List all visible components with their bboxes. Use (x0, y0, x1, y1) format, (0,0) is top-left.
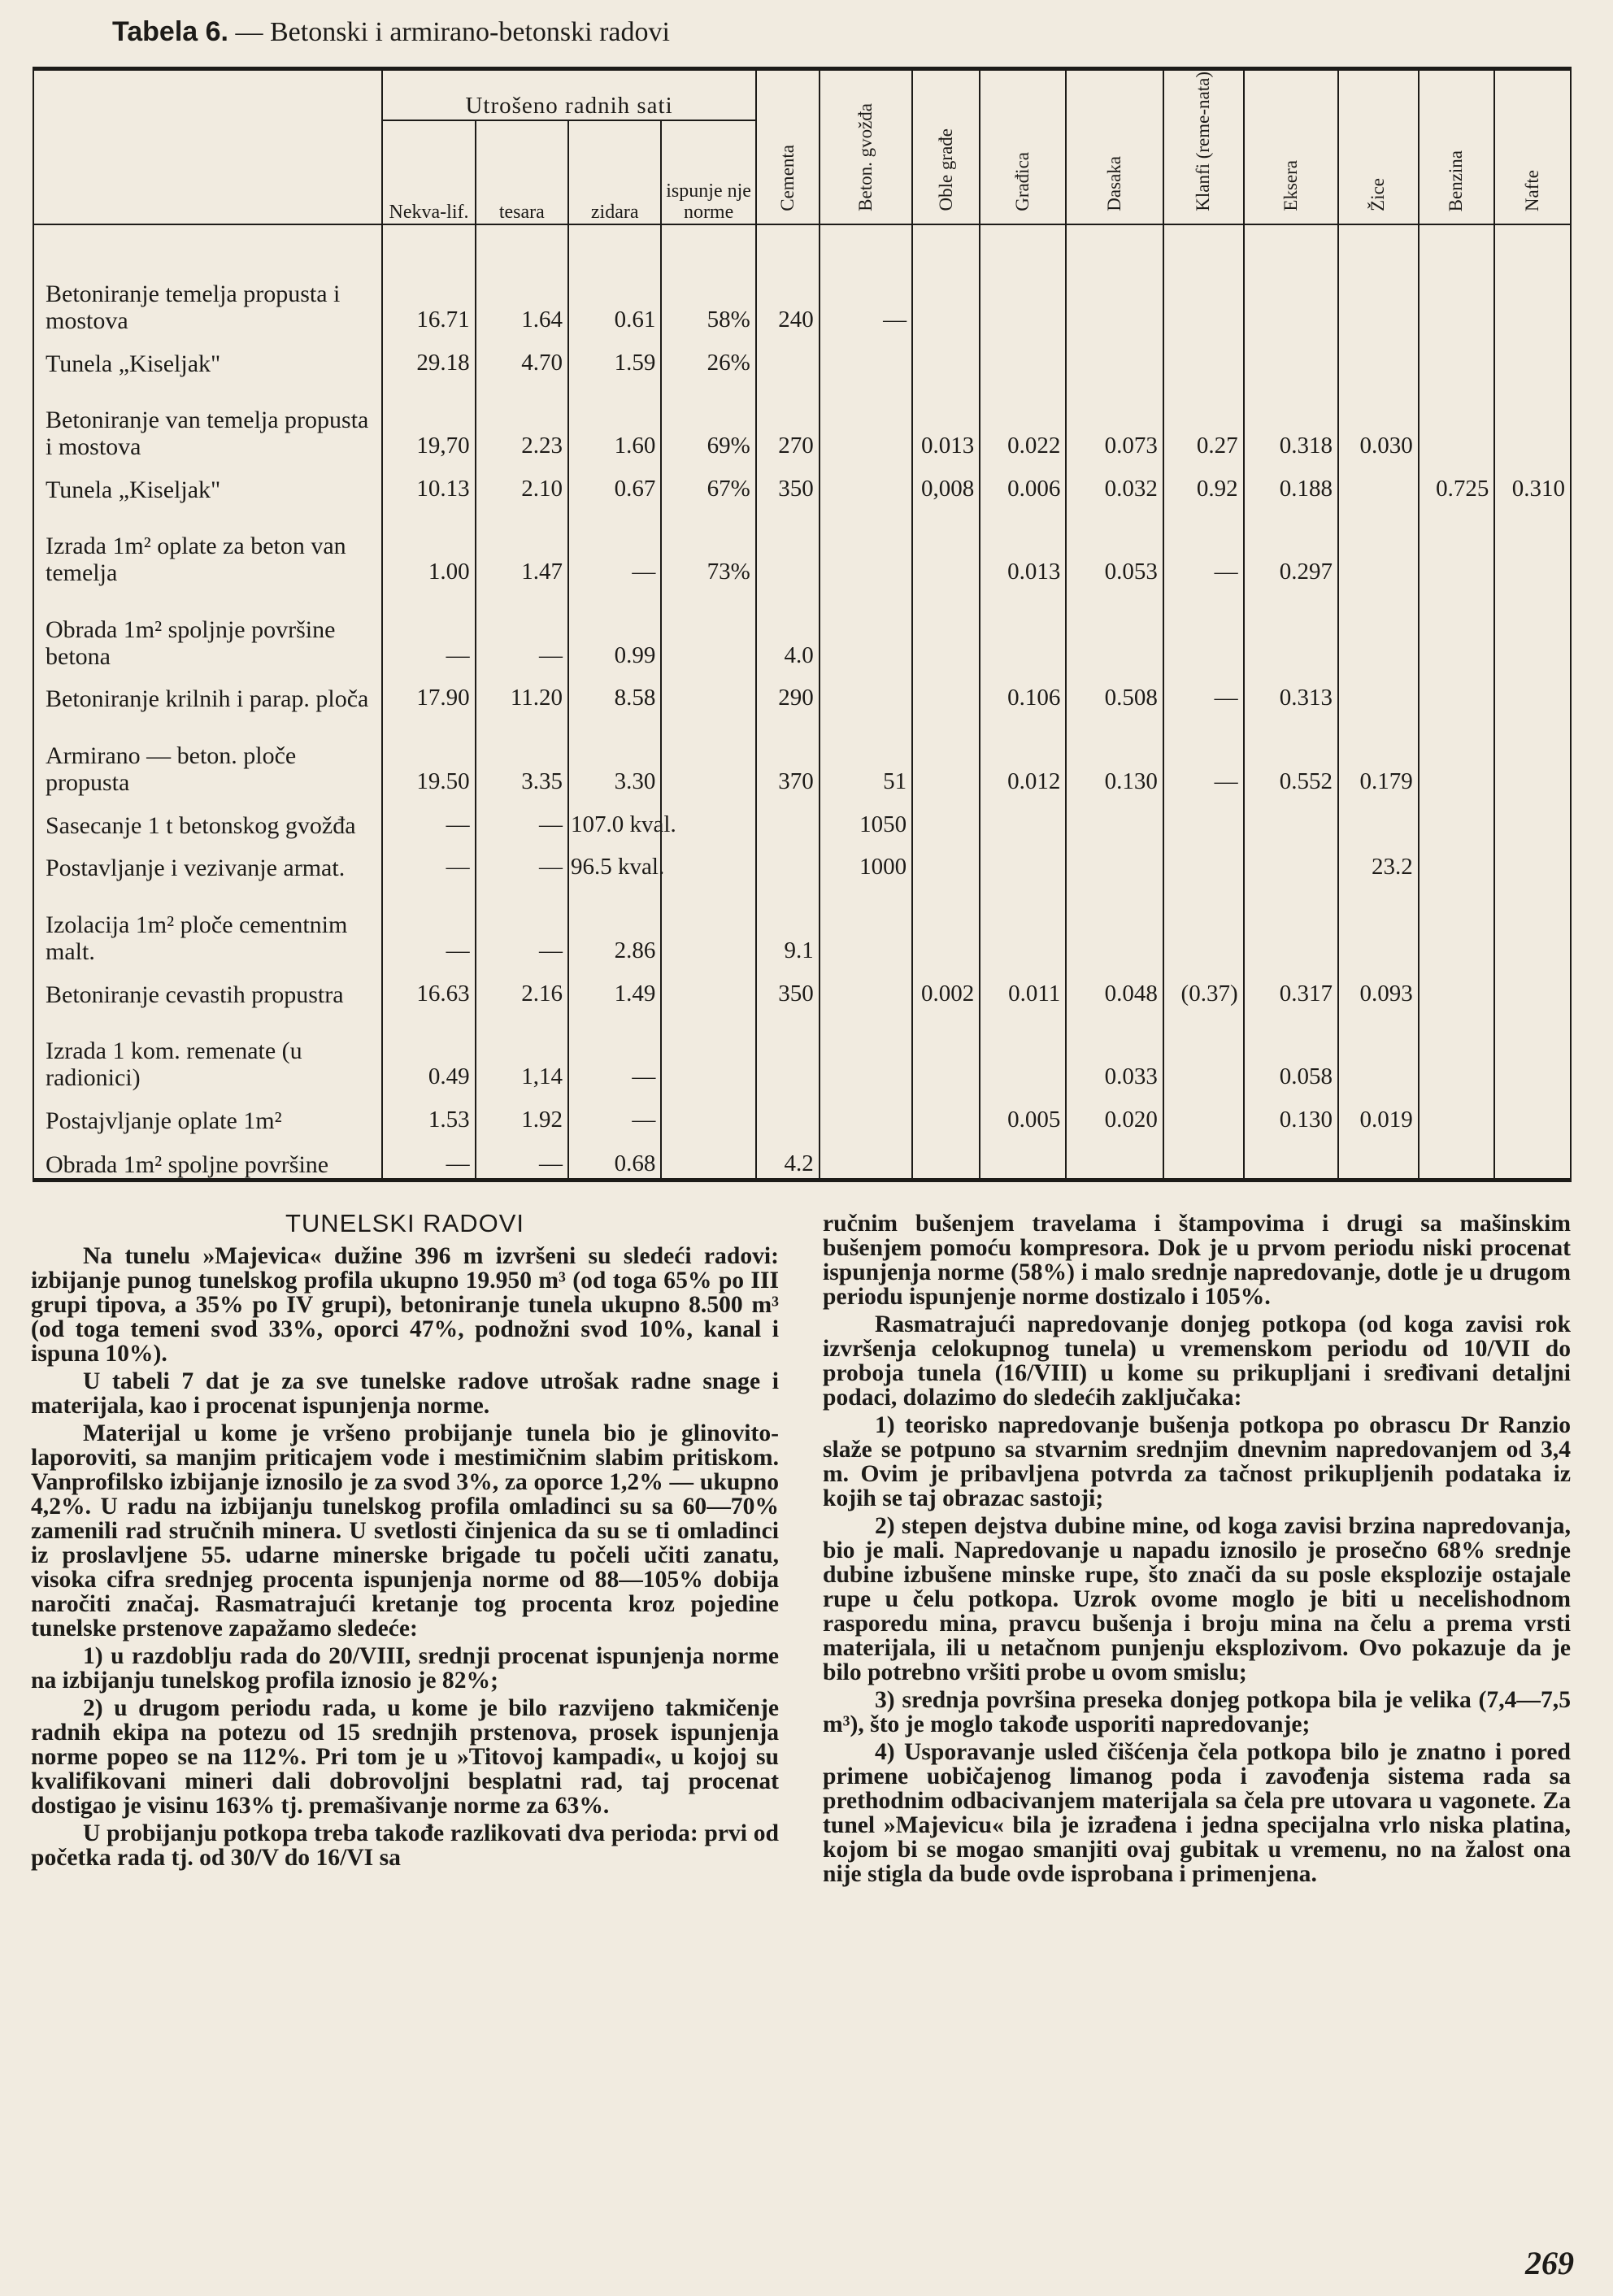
table-cell: 0.022 (980, 377, 1066, 460)
table-cell (661, 1091, 755, 1134)
table-cell: — (382, 881, 475, 964)
table-cell: — (1163, 503, 1244, 586)
table-cell (912, 796, 980, 839)
paragraph: 4) Usporavanje usled čišćenja čela potkopa bilo je znatno i pored primene uobičajenog limanog poda i zavođenja sistema rada sa prethodnim odbacivanjem materijala sa čela pre utovara u vagonete. Za tunel »Majevicu« bila je izrađena i jedna specijalna vrlo niska platina, kojom bi se mogao smanjiti ovaj gubitak u vremenu, no na žalost ona nije stigla da bude ovde isprobana i primenjena. (823, 1739, 1571, 1887)
table-cell (980, 586, 1066, 669)
table-cell: 11.20 (476, 670, 568, 713)
table-cell (912, 1134, 980, 1181)
paragraph: 2) stepen dejstva dubine mine, od koga zavisi brzina napredovanja, bio je mali. Napredovanje u napadu iznosilo je prosečno 68% srednje dubine izbušene minske rupe, što znači da su posle eksplozije ostajale rupe u čelu potkopa. Uzrok ovome moglo je biti u necelishodnom rasporedu mina, pravcu bušenja i broju mina na čelu a prema vrsti materijala, ili u netačnom punjenju eksplozivom. Ovo pokazuje da je bilo potrebno vršiti probe u ovom smislu; (823, 1513, 1571, 1685)
table-cell: 19,70 (382, 377, 475, 460)
table-cell (912, 224, 980, 334)
table-cell (1244, 334, 1338, 377)
table-cell: (0.37) (1163, 965, 1244, 1008)
paragraph: 1) u razdoblju rada do 20/VIII, srednji procenat ispunjenja norme na izbijanju tunelskog profila iznosio je 82%; (31, 1643, 779, 1694)
table-cell (1244, 1134, 1338, 1181)
table-cell (1338, 460, 1419, 503)
table-cell (1419, 334, 1495, 377)
table-cell: 2.23 (476, 377, 568, 460)
table-cell (1419, 1008, 1495, 1091)
table-cell (1066, 334, 1163, 377)
table-cell (1163, 839, 1244, 882)
description-column-header (33, 69, 382, 225)
table-cell: 0.61 (568, 224, 661, 334)
table-cell (1494, 965, 1571, 1008)
table-cell: — (476, 1134, 568, 1181)
table-cell: 350 (756, 965, 820, 1008)
table-cell (1338, 334, 1419, 377)
table-cell: 67% (661, 460, 755, 503)
table-cell (1494, 670, 1571, 713)
table-cell (912, 670, 980, 713)
table-cell (1494, 1008, 1571, 1091)
table-cell: 0.012 (980, 712, 1066, 795)
table-row (33, 839, 1571, 882)
table-cell: 3.35 (476, 712, 568, 795)
table-cell: 51 (820, 712, 912, 795)
table-cell: — (820, 224, 912, 334)
table-cell: 0.179 (1338, 712, 1419, 795)
article-right-column (823, 1211, 1571, 1886)
table-cell: 0.093 (1338, 965, 1419, 1008)
table-cell: 0.317 (1244, 965, 1338, 1008)
table-cell: 0.020 (1066, 1091, 1163, 1134)
table-cell (820, 586, 912, 669)
column-header-tesara: tesara (476, 120, 568, 224)
row-description: Obrada 1m² spoljne površine (33, 1134, 382, 1181)
row-description: Betoniranje van temelja propusta i mostova (33, 377, 382, 460)
row-description: Tunela „Kiseljak" (33, 334, 382, 377)
table-cell (980, 224, 1066, 334)
table-cell: 19.50 (382, 712, 475, 795)
table-cell (1494, 881, 1571, 964)
table-cell: 1.59 (568, 334, 661, 377)
article-left-column (31, 1211, 779, 1870)
table-cell: 270 (756, 377, 820, 460)
table-cell (912, 839, 980, 882)
table-cell (661, 670, 755, 713)
table-cell: 0.053 (1066, 503, 1163, 586)
table-cell (1494, 1091, 1571, 1134)
table-cell (1163, 586, 1244, 669)
table-cell (1419, 1091, 1495, 1134)
table-cell: 9.1 (756, 881, 820, 964)
table-cell: 4.2 (756, 1134, 820, 1181)
row-description: Postavljanje i vezivanje armat. (33, 839, 382, 882)
table-cell: 0.019 (1338, 1091, 1419, 1134)
table-cell: 0.048 (1066, 965, 1163, 1008)
table-cell: 0.005 (980, 1091, 1066, 1134)
table-cell (756, 1091, 820, 1134)
table-cell: 69% (661, 377, 755, 460)
table-cell: 10.13 (382, 460, 475, 503)
table-cell (820, 377, 912, 460)
table-cell (1494, 796, 1571, 839)
paragraph: U tabeli 7 dat je za sve tunelske radove utrošak radne snage i materijala, kao i procenat ispunjenja norme. (31, 1368, 779, 1419)
column-header-klanfi: Klanfi (reme-nata) (1163, 69, 1244, 225)
table-cell: 0,008 (912, 460, 980, 503)
table-cell: 0.058 (1244, 1008, 1338, 1091)
table-cell: 0.310 (1494, 460, 1571, 503)
paragraph: 1) teorisko napredovanje bušenja potkopa po obrascu Dr Ranzio slaže se potpuno sa stvarnim srednjim dnevnim napredovanjem od 3,4 m. Ovim je pribavljena potvrda za tačnost prikupljenih podataka iz kojih se taj obrazac sastoji; (823, 1412, 1571, 1511)
table-cell: 0.030 (1338, 377, 1419, 460)
table-cell (1419, 839, 1495, 882)
table-cell (820, 460, 912, 503)
row-description: Tunela „Kiseljak" (33, 460, 382, 503)
table-caption-text: Betonski i armirano-betonski radovi (270, 17, 670, 47)
table-cell: 0.188 (1244, 460, 1338, 503)
table-cell: 240 (756, 224, 820, 334)
table-cell: — (382, 796, 475, 839)
column-header-cementa: Cementa (756, 69, 820, 225)
table-cell: 0.106 (980, 670, 1066, 713)
table-row (33, 377, 1571, 460)
paragraph: Na tunelu »Majevica« dužine 396 m izvršeni su sledeći radovi: izbijanje punog tunelskog profila ukupno 19.950 m³ (od toga 65% po III grupi tipova, a 35% po IV grupi), betoniranje tunela ukupno 8.500 m³ (od toga temeni svod 33%, oporci 47%, podnožni svod 10%, kanal i ispuna 10%). (31, 1243, 779, 1367)
table-cell: 290 (756, 670, 820, 713)
table-cell: 29.18 (382, 334, 475, 377)
table-row (33, 334, 1571, 377)
table-cell (1419, 796, 1495, 839)
table-cell: 0.552 (1244, 712, 1338, 795)
table-cell: 0.073 (1066, 377, 1163, 460)
table-cell (1494, 503, 1571, 586)
table-row (33, 796, 1571, 839)
column-header-eksera: Eksera (1244, 69, 1338, 225)
table-row (33, 712, 1571, 795)
table-cell: 107.0 kval. (568, 796, 661, 839)
table-caption (112, 16, 670, 48)
table-cell: 0.508 (1066, 670, 1163, 713)
table-cell: 3.30 (568, 712, 661, 795)
column-header-zice: Žice (1338, 69, 1419, 225)
table-cell (1163, 224, 1244, 334)
table-cell: 26% (661, 334, 755, 377)
column-header-ispunjenje-norme: ispunje nje norme (661, 120, 755, 224)
data-table (33, 67, 1572, 1182)
table-cell: 0.318 (1244, 377, 1338, 460)
table-cell (1066, 586, 1163, 669)
table-cell: — (568, 503, 661, 586)
table-cell: 2.16 (476, 965, 568, 1008)
table-cell: 1.53 (382, 1091, 475, 1134)
table-cell: 0.67 (568, 460, 661, 503)
table-cell (980, 1134, 1066, 1181)
table-cell (756, 1008, 820, 1091)
table-cell (756, 334, 820, 377)
table-cell (1066, 796, 1163, 839)
section-title: TUNELSKI RADOVI (285, 1209, 525, 1237)
table-cell: 0.99 (568, 586, 661, 669)
table-cell: — (1163, 712, 1244, 795)
table-cell: 0.27 (1163, 377, 1244, 460)
table-cell (1163, 1008, 1244, 1091)
table-row (33, 881, 1571, 964)
paragraph: 2) u drugom periodu rada, u kome je bilo razvijeno takmičenje radnih ekipa na potezu od 15 srednjih prstenova, prosek ispunjenja norme popeo se na 112%. Pri tom je u »Titovoj kampadi«, u kojoj su kvalifikovani mineri dali dobrovoljni besplatni rad, taj procenat dostigao je visinu 163% tj. premašivanje norme za 63%. (31, 1695, 779, 1819)
table-cell: 1000 (820, 839, 912, 882)
row-description: Postajvljanje oplate 1m² (33, 1091, 382, 1134)
table-cell (756, 839, 820, 882)
table-cell: 0.006 (980, 460, 1066, 503)
table-cell (1244, 881, 1338, 964)
table-cell: — (476, 796, 568, 839)
paragraph: Materijal u kome je vršeno probijanje tunela bio je glinovito-laporoviti, sa manjim priticajem vode i mestimičnim slabim pritiskom. Vanprofilsko izbijanje iznosilo je za svod 3%, za oporce 1,2% — ukupno 4,2%. U radu na izbijanju tunelskog profila omladinci su sa 60—70% zamenili rad stručnih minera. U svetlosti činjenica da su se ti omladinci iz proslavljene 55. udarne minerske brigade tu počeli učiti zanatu, visoka cifra srednjeg procenta ispunjenja norme od 88—105% dobija naročiti značaj. Rasmatrajući kretanje tog procenta kroz pojedine tunelske prstenove zapažamo sledeće: (31, 1420, 779, 1642)
table-cell: 1050 (820, 796, 912, 839)
table-cell (1244, 586, 1338, 669)
column-header-oble-grade: Oble građe (912, 69, 980, 225)
row-description: Betoniranje krilnih i parap. ploča (33, 670, 382, 713)
table-cell: 1.00 (382, 503, 475, 586)
table-cell (1494, 224, 1571, 334)
table-cell (1066, 881, 1163, 964)
paragraph: U probijanju potkopa treba takođe razlikovati dva perioda: prvi od početka rada tj. od 30/V do 16/VI sa (31, 1820, 779, 1871)
column-header-beton-gvozda: Beton. gvožđa (820, 69, 912, 225)
labor-hours-group-header: Utrošeno radnih sati (382, 69, 756, 121)
table-cell (912, 503, 980, 586)
table-cell (1419, 670, 1495, 713)
page-number: 269 (1525, 2245, 1574, 2281)
table-cell (1494, 712, 1571, 795)
table-cell (820, 1008, 912, 1091)
row-description: Betoniranje temelja propusta i mostova (33, 224, 382, 334)
table-cell (980, 334, 1066, 377)
table-cell (912, 1008, 980, 1091)
table-cell: 16.71 (382, 224, 475, 334)
table-cell (1494, 839, 1571, 882)
row-description: Armirano — beton. ploče propusta (33, 712, 382, 795)
table-cell (1244, 224, 1338, 334)
table-cell: 0.011 (980, 965, 1066, 1008)
table-cell: 0.49 (382, 1008, 475, 1091)
table-cell: — (568, 1091, 661, 1134)
table-row (33, 586, 1571, 669)
table-cell (1163, 881, 1244, 964)
table-cell: — (476, 586, 568, 669)
row-description: Izolacija 1m² ploče cementnim malt. (33, 881, 382, 964)
table-row (33, 1134, 1571, 1181)
table-cell: 96.5 kval. (568, 839, 661, 882)
table-cell (661, 881, 755, 964)
table-cell (912, 586, 980, 669)
table-row (33, 1008, 1571, 1091)
table-cell (661, 712, 755, 795)
table-cell: 8.58 (568, 670, 661, 713)
table-cell: — (568, 1008, 661, 1091)
column-header-dasaka: Dasaka (1066, 69, 1163, 225)
table-cell (820, 334, 912, 377)
table-cell: 2.86 (568, 881, 661, 964)
row-description: Sasecanje 1 t betonskog gvožđa (33, 796, 382, 839)
table-cell (1338, 1134, 1419, 1181)
table-cell (756, 503, 820, 586)
column-header-nafte: Nafte (1494, 69, 1571, 225)
table-row (33, 460, 1571, 503)
table-cell (1419, 712, 1495, 795)
table-cell: 4.0 (756, 586, 820, 669)
table-cell (1419, 1134, 1495, 1181)
table-cell (1419, 377, 1495, 460)
table-cell: 1.47 (476, 503, 568, 586)
column-header-benzina: Benzina (1419, 69, 1495, 225)
table-cell (1419, 965, 1495, 1008)
table-cell: 370 (756, 712, 820, 795)
table-cell (1494, 586, 1571, 669)
table-cell: 73% (661, 503, 755, 586)
table-cell: 0.013 (980, 503, 1066, 586)
paragraph: Rasmatrajući napredovanje donjeg potkopa (od koga zavisi rok izvršenja celokupnog tunela) u vremenskom periodu od 10/VII do proboja tunela (16/VIII) u kome su prikupljani i sređivani detaljni podaci, dolazimo do sledećih zaključaka: (823, 1311, 1571, 1411)
row-description: Izrada 1m² oplate za beton van temelja (33, 503, 382, 586)
table-cell: 1.60 (568, 377, 661, 460)
table-cell (980, 1008, 1066, 1091)
table-cell (661, 586, 755, 669)
table-cell (1338, 881, 1419, 964)
column-header-nekvalif: Nekva-lif. (382, 120, 475, 224)
table-cell (820, 503, 912, 586)
table-cell: 0.130 (1244, 1091, 1338, 1134)
table-label: Tabela 6. (112, 16, 228, 47)
table-cell (1338, 586, 1419, 669)
table-cell: 1.49 (568, 965, 661, 1008)
table-cell: 0.002 (912, 965, 980, 1008)
table-cell (1338, 796, 1419, 839)
column-header-gradica: Građica (980, 69, 1066, 225)
table-cell (980, 839, 1066, 882)
table-cell (1066, 224, 1163, 334)
table-cell: 0.032 (1066, 460, 1163, 503)
table-row (33, 965, 1571, 1008)
table-cell (820, 1091, 912, 1134)
table-cell: 0.92 (1163, 460, 1244, 503)
table-cell: 58% (661, 224, 755, 334)
row-description: Betoniranje cevastih propustra (33, 965, 382, 1008)
table-row (33, 1091, 1571, 1134)
table-cell: 2.10 (476, 460, 568, 503)
table-row (33, 670, 1571, 713)
table-cell: — (382, 839, 475, 882)
table-cell (1066, 1134, 1163, 1181)
table-cell (912, 334, 980, 377)
table-cell (820, 670, 912, 713)
table-cell: 0.68 (568, 1134, 661, 1181)
table-cell (912, 1091, 980, 1134)
table-cell: — (382, 1134, 475, 1181)
table-cell: 0.725 (1419, 460, 1495, 503)
table-cell (980, 796, 1066, 839)
table-cell (820, 881, 912, 964)
table-cell (661, 1134, 755, 1181)
table-cell: 23.2 (1338, 839, 1419, 882)
table-cell: 1,14 (476, 1008, 568, 1091)
table-cell (912, 881, 980, 964)
table-cell (1244, 839, 1338, 882)
caption-dash: — (235, 17, 263, 47)
table-cell (661, 839, 755, 882)
table-row (33, 503, 1571, 586)
table-cell: — (382, 586, 475, 669)
table-cell (1419, 881, 1495, 964)
table-row (33, 224, 1571, 334)
table-cell (820, 965, 912, 1008)
table-cell: 17.90 (382, 670, 475, 713)
table-cell (1338, 224, 1419, 334)
row-description: Izrada 1 kom. remenate (u radionici) (33, 1008, 382, 1091)
table-cell: 1.64 (476, 224, 568, 334)
table-cell: 1.92 (476, 1091, 568, 1134)
table-cell (1244, 796, 1338, 839)
table-cell: 0.313 (1244, 670, 1338, 713)
table-cell (661, 965, 755, 1008)
table-cell: — (1163, 670, 1244, 713)
table-cell: 0.033 (1066, 1008, 1163, 1091)
table-cell (1338, 670, 1419, 713)
table-cell (1163, 1091, 1244, 1134)
table-cell (1494, 1134, 1571, 1181)
paragraph: 3) srednja površina preseka donjeg potkopa bila je velika (7,4—7,5 m³), što je moglo takođe usporiti napredovanje; (823, 1687, 1571, 1737)
table-cell: 0.130 (1066, 712, 1163, 795)
paragraph: ručnim bušenjem travelama i štampovima i drugi sa mašinskim bušenjem pomoću kompresora. Dok je u prvom periodu niski procenat ispunjenja norme (58%) i malo srednje napredovanje, dotle je u drugom periodu ispunjenje norme dostizalo i 105%. (823, 1211, 1571, 1310)
table-cell (756, 796, 820, 839)
table-cell (1419, 224, 1495, 334)
table-cell (1163, 334, 1244, 377)
table-cell (1338, 1008, 1419, 1091)
table-cell (661, 1008, 755, 1091)
table-cell (1066, 839, 1163, 882)
table-cell (1419, 586, 1495, 669)
table-cell (912, 712, 980, 795)
table-cell (1494, 334, 1571, 377)
table-body (33, 224, 1571, 1181)
table-cell: — (476, 839, 568, 882)
column-header-zidara: zidara (568, 120, 661, 224)
table-cell (1419, 503, 1495, 586)
table-cell: 350 (756, 460, 820, 503)
table-cell (1163, 1134, 1244, 1181)
table-cell (1163, 796, 1244, 839)
table-cell: 0.013 (912, 377, 980, 460)
table-cell (1494, 377, 1571, 460)
table-cell: — (476, 881, 568, 964)
table-cell: 4.70 (476, 334, 568, 377)
row-description: Obrada 1m² spoljnje površine betona (33, 586, 382, 669)
table-cell: 16.63 (382, 965, 475, 1008)
table-cell: 0.297 (1244, 503, 1338, 586)
table-cell (980, 881, 1066, 964)
table-cell (820, 1134, 912, 1181)
table-cell (1338, 503, 1419, 586)
